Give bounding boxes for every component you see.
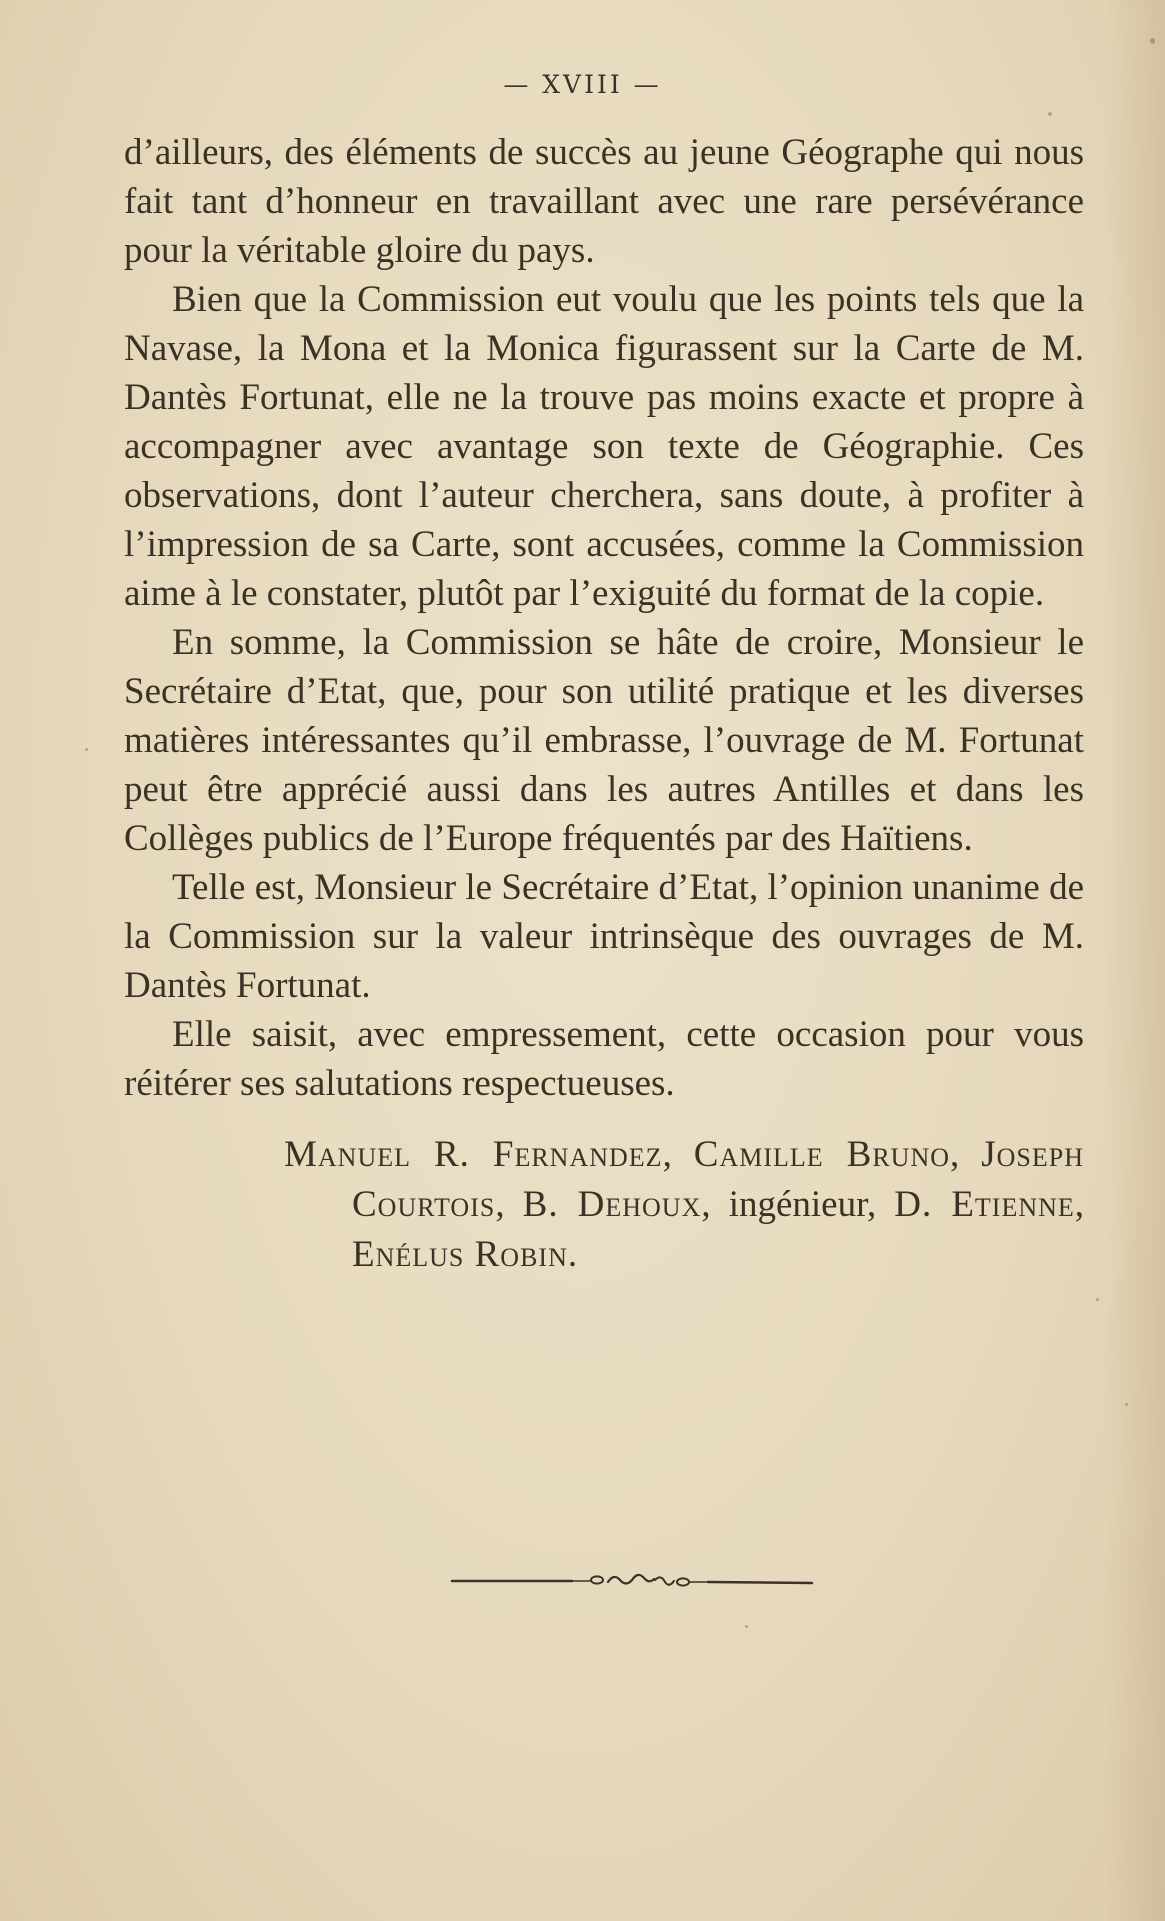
rule-with-scroll-ornament-icon: [450, 1565, 814, 1595]
paper-speck: [1048, 112, 1052, 116]
paragraph-opinion: Telle est, Monsieur le Secrétaire d’Etat, l’opinion unanime de la Commission sur la valeur intrinsèque des ouvrages de M. Dantès Fortunat.: [124, 867, 1084, 1006]
paper-speck: [85, 748, 88, 751]
signature-block: Manuel R. Fernandez, Camille Bruno, Joseph Courtois, B. Dehoux, ingénieur, D. Etienne, Enélus Robin.: [284, 1134, 1085, 1275]
signatory-name: Joseph Courtois: [352, 1134, 1085, 1225]
paragraph-carte: Bien que la Commission eut voulu que les points tels que la Navase, la Mona et la Monica figurassent sur la Carte de M. Dantès Fortunat, elle ne la trouve pas moins exacte et propre à accompagner avec avantage son texte de Géographie. Ces observations, dont l’auteur cherchera, sans doute, à profiter à l’impression de sa Carte, sont accusées, comme la Commission aime à le constater, plutôt par l’exiguité du format de la copie.: [124, 279, 1084, 614]
paper-speck: [1125, 1403, 1128, 1406]
body-text: [124, 128, 1084, 1280]
signatory-name: Manuel R. Fernandez: [284, 1134, 663, 1175]
paragraph-salutations: Elle saisit, avec empressement, cette occasion pour vous réitérer ses salutations respectueuses.: [124, 1014, 1084, 1104]
signatory-title: ingénieur: [728, 1184, 867, 1225]
paper-speck: [745, 1625, 748, 1628]
signatory-name: Camille Bruno: [693, 1134, 951, 1175]
paper-speck: [1150, 38, 1155, 44]
signatory-name: B. Dehoux: [522, 1184, 702, 1225]
signatory-name: D. Etienne: [894, 1184, 1075, 1225]
signatory-name: Enélus Robin: [352, 1234, 568, 1275]
paper-speck: [1096, 1298, 1099, 1301]
paragraph-somme: En somme, la Commission se hâte de croire, Monsieur le Secrétaire d’Etat, que, pour son utilité pratique et les diverses matières intéressantes qu’il embrasse, l’ouvrage de M. Fortunat peut être apprécié aussi dans les autres Antilles et dans les Collèges publics de l’Europe fréquentés par des Haïtiens.: [124, 622, 1084, 859]
page-number: — XVIII —: [503, 70, 662, 99]
paragraph-continuation: d’ailleurs, des éléments de succès au jeune Géographe qui nous fait tant d’honneur en travaillant avec une rare persévérance pour la véritable gloire du pays.: [124, 132, 1084, 271]
